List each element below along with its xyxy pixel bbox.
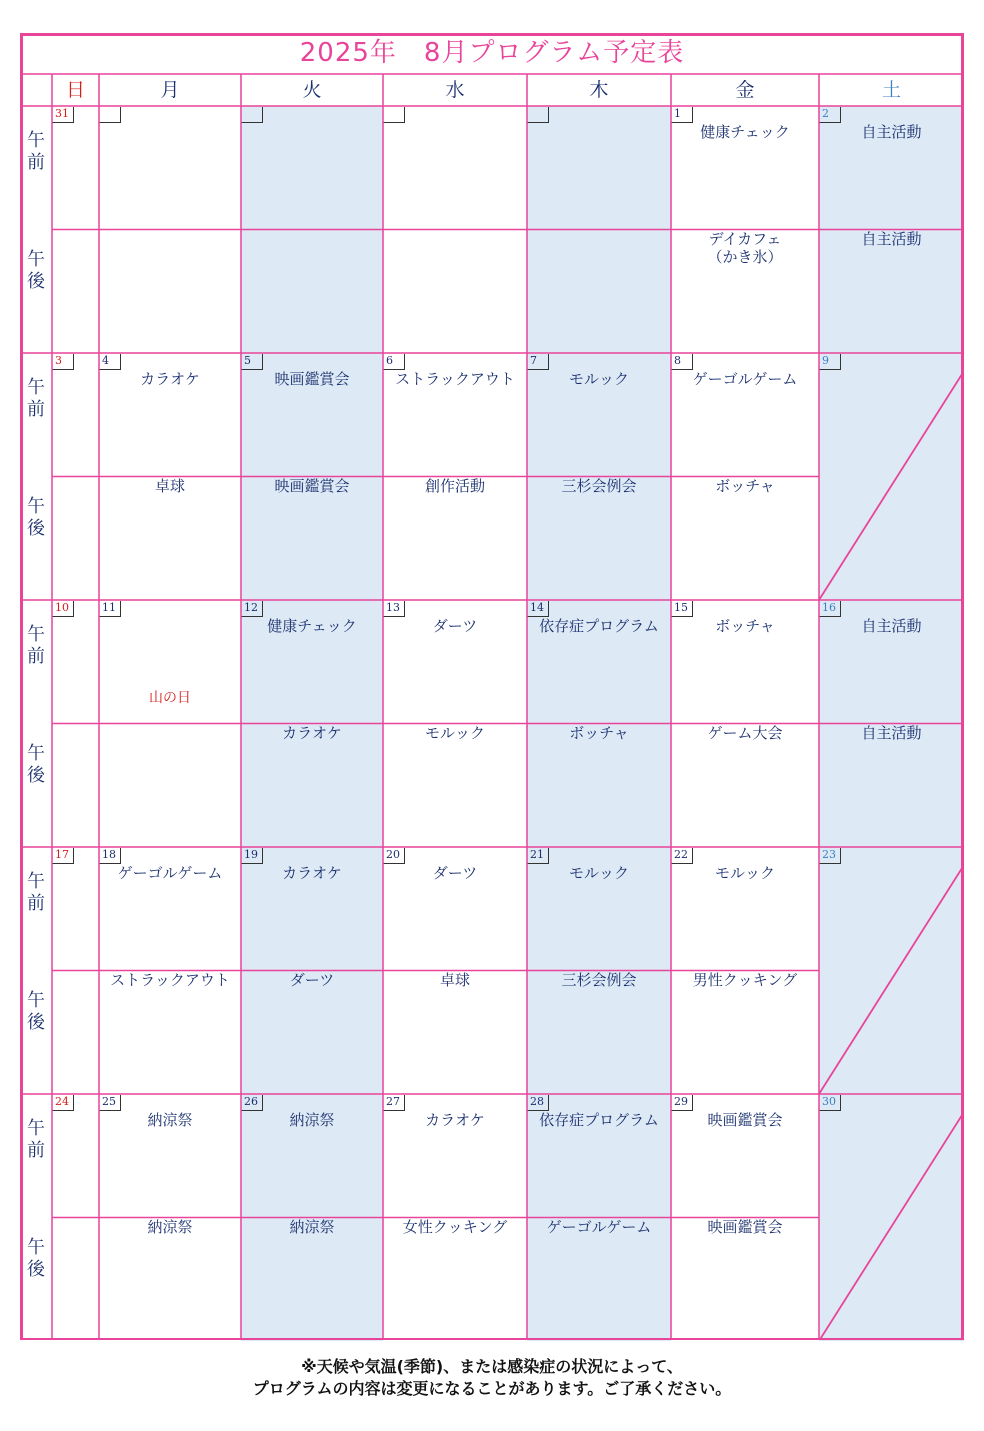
am-label-char: 午 — [27, 871, 45, 892]
date-number: 11 — [99, 601, 121, 617]
date-number: 31 — [52, 107, 74, 123]
date-number: 7 — [527, 354, 549, 370]
date-number: 16 — [819, 601, 841, 617]
date-number: 17 — [52, 848, 74, 864]
event-am: ストラックアウト — [395, 370, 515, 388]
saturday-diagonal — [819, 865, 964, 1094]
date-number: 23 — [819, 848, 841, 864]
date-number: 13 — [383, 601, 405, 617]
event-am: ボッチャ — [715, 617, 775, 635]
weekday-header-tue: 火 — [302, 79, 322, 101]
event-am: 健康チェック — [267, 617, 357, 635]
date-number: 9 — [819, 354, 841, 370]
saturday-diagonal — [819, 371, 964, 600]
event-am: カラオケ — [425, 1111, 485, 1129]
event-pm-line: 映画鑑賞会 — [274, 476, 350, 495]
date-number: 28 — [527, 1095, 549, 1111]
footnote-line-2: プログラムの内容は変更になることがあります。ご了承ください。 — [252, 1379, 732, 1398]
date-number: 10 — [52, 601, 74, 617]
event-am: 依存症プログラム — [539, 617, 659, 635]
pm-label-char: 後 — [27, 1011, 45, 1033]
pm-label-char: 後 — [27, 1258, 45, 1280]
date-number: 24 — [52, 1095, 74, 1111]
event-pm-line: 卓球 — [154, 476, 185, 495]
event-pm-line: 映画鑑賞会 — [707, 1217, 783, 1236]
event-pm-line: ストラックアウト — [110, 970, 230, 989]
event-pm-line: 自主活動 — [861, 723, 922, 742]
date-number: 5 — [241, 354, 263, 370]
event-pm-line: 男性クッキング — [692, 970, 798, 989]
event-am: 自主活動 — [861, 123, 922, 141]
event-am: ダーツ — [432, 617, 478, 635]
event-am: ゲーゴルゲーム — [692, 370, 798, 388]
event-pm-line: 納涼祭 — [289, 1217, 335, 1236]
am-label-char: 午 — [27, 377, 45, 398]
pm-label-char: 後 — [27, 270, 45, 292]
weekday-header-sat: 土 — [881, 79, 901, 101]
date-number: 12 — [241, 601, 263, 617]
calendar — [20, 33, 964, 1340]
am-label-char: 前 — [27, 893, 45, 914]
am-label-char: 前 — [27, 152, 45, 173]
event-am: モルック — [568, 864, 629, 882]
date-number: 19 — [241, 848, 263, 864]
event-am: 映画鑑賞会 — [707, 1111, 783, 1129]
pm-label-char: 午 — [27, 742, 45, 764]
calendar-title: 2025年 8月プログラム予定表 — [299, 38, 685, 68]
am-label-char: 前 — [27, 1140, 45, 1161]
event-am: 健康チェック — [700, 123, 790, 141]
event-pm-line: 卓球 — [439, 970, 470, 989]
event-pm-line: 三杉会例会 — [561, 970, 637, 989]
event-am: 納涼祭 — [147, 1111, 193, 1129]
event-pm-line: モルック — [424, 723, 485, 742]
date-number: 27 — [383, 1095, 405, 1111]
date-number: 4 — [99, 354, 121, 370]
am-label-char: 前 — [27, 399, 45, 420]
event-am: カラオケ — [140, 370, 200, 388]
pm-label-char: 後 — [27, 517, 45, 539]
date-number: 26 — [241, 1095, 263, 1111]
event-pm-line: 三杉会例会 — [561, 476, 637, 495]
weekday-header-thu: 木 — [589, 79, 609, 101]
weekday-header-fri: 金 — [735, 79, 755, 101]
event-pm-line: カラオケ — [282, 723, 342, 742]
date-number: 15 — [671, 601, 693, 617]
event-pm-line: （かき氷） — [707, 247, 783, 266]
event-pm-line: 自主活動 — [861, 229, 922, 248]
holiday-label: 山の日 — [149, 690, 191, 706]
pm-label-char: 午 — [27, 1236, 45, 1258]
pm-label-char: 午 — [27, 989, 45, 1011]
date-number: 21 — [527, 848, 549, 864]
event-am: ダーツ — [432, 864, 478, 882]
weekday-header-mon: 月 — [160, 79, 180, 101]
saturday-diagonal — [819, 1112, 964, 1340]
date-number: 30 — [819, 1095, 841, 1111]
date-number: 20 — [383, 848, 405, 864]
am-label-char: 午 — [27, 130, 45, 151]
pm-label-char: 午 — [27, 495, 45, 517]
date-number: 18 — [99, 848, 121, 864]
date-number: 3 — [52, 354, 74, 370]
event-am: ゲーゴルゲーム — [117, 864, 223, 882]
am-label-char: 午 — [27, 624, 45, 645]
date-number: 14 — [527, 601, 549, 617]
event-am: カラオケ — [282, 864, 342, 882]
event-pm-line: ボッチャ — [569, 723, 629, 742]
am-label-char: 午 — [27, 1118, 45, 1139]
event-am: 自主活動 — [861, 617, 922, 635]
pm-label-char: 午 — [27, 248, 45, 270]
event-am: 映画鑑賞会 — [274, 370, 350, 388]
grid-lines — [20, 33, 964, 1340]
event-am: 依存症プログラム — [539, 1111, 659, 1129]
event-am: モルック — [568, 370, 629, 388]
date-number: 6 — [383, 354, 405, 370]
date-number: 29 — [671, 1095, 693, 1111]
event-pm-line: 納涼祭 — [147, 1217, 193, 1236]
weekday-header-sun: 日 — [65, 79, 85, 101]
date-number: 8 — [671, 354, 693, 370]
date-number: 25 — [99, 1095, 121, 1111]
event-pm-line: ボッチャ — [715, 476, 775, 495]
pm-label-char: 後 — [27, 764, 45, 786]
event-pm-line: 女性クッキング — [402, 1217, 508, 1236]
event-am: モルック — [714, 864, 775, 882]
event-pm-line: ダーツ — [289, 970, 335, 989]
date-number: 1 — [671, 107, 693, 123]
event-pm-line: ゲーム大会 — [707, 723, 783, 742]
event-am: 納涼祭 — [289, 1111, 335, 1129]
date-number: 22 — [671, 848, 693, 864]
event-pm-line: デイカフェ — [708, 229, 782, 248]
event-pm-line: ゲーゴルゲーム — [546, 1217, 652, 1236]
weekday-header-wed: 水 — [445, 79, 465, 101]
event-pm-line: 創作活動 — [424, 476, 485, 495]
date-number: 2 — [819, 107, 841, 123]
footnote-line-1: ※天候や気温(季節)、または感染症の状況によって、 — [301, 1357, 683, 1376]
am-label-char: 前 — [27, 646, 45, 667]
